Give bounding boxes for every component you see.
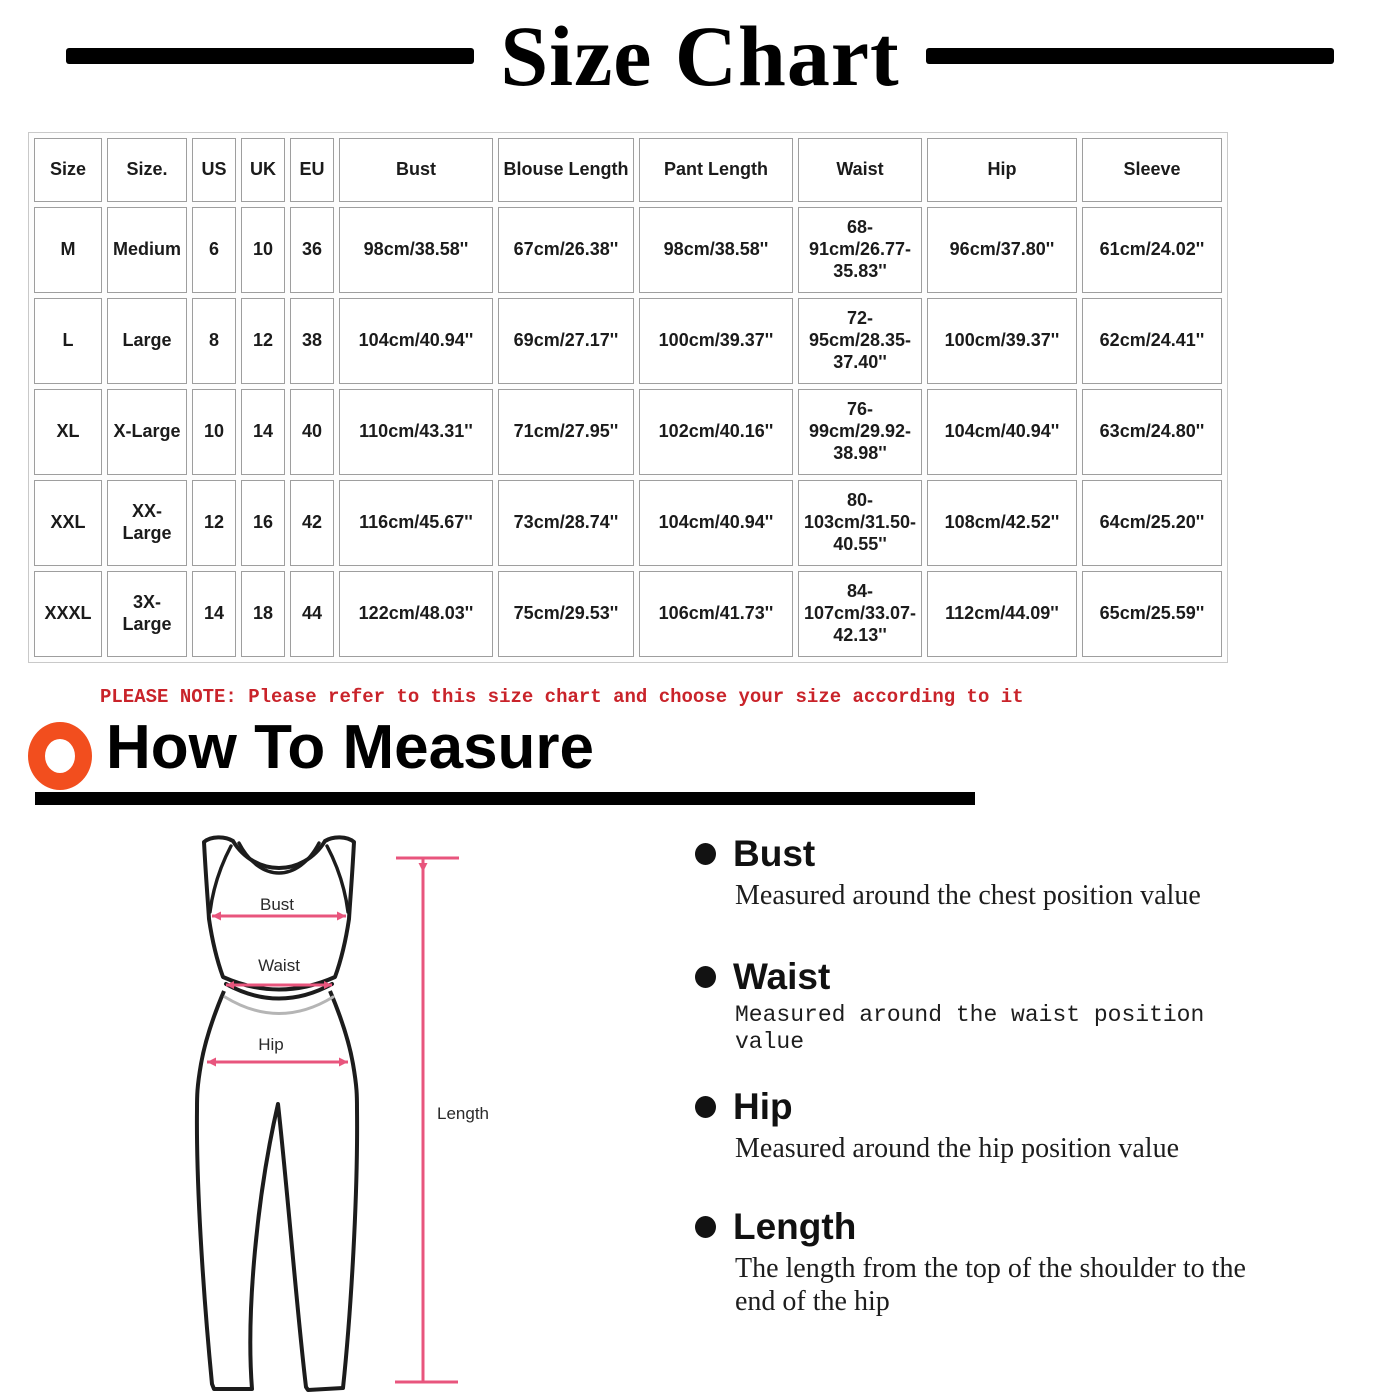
size-table-cell: XL <box>34 389 102 475</box>
size-table-cell: 76-99cm/29.92-38.98'' <box>798 389 922 475</box>
size-note <box>100 686 1024 708</box>
size-table-cell: 10 <box>192 389 236 475</box>
size-table-cell: 64cm/25.20'' <box>1082 480 1222 566</box>
measure-item-description: Measured around the waist position value <box>735 1001 1205 1056</box>
bullet-icon <box>695 1096 716 1118</box>
length-label: Length <box>437 1104 489 1123</box>
bullet-icon <box>695 966 716 988</box>
size-table-cell: 110cm/43.31'' <box>339 389 493 475</box>
size-table-row <box>34 480 1222 566</box>
size-table-header-cell: UK <box>241 138 285 202</box>
size-table-cell: 36 <box>290 207 334 293</box>
size-table-cell: 73cm/28.74'' <box>498 480 634 566</box>
size-table-cell: Large <box>107 298 187 384</box>
size-table-cell: 14 <box>192 571 236 657</box>
size-table-header-cell: EU <box>290 138 334 202</box>
size-table-cell: 12 <box>192 480 236 566</box>
size-table-header-cell: Hip <box>927 138 1077 202</box>
size-table-cell: M <box>34 207 102 293</box>
title-row <box>0 0 1400 112</box>
size-table-cell: 71cm/27.95'' <box>498 389 634 475</box>
size-table-cell: 40 <box>290 389 334 475</box>
size-table-cell: X-Large <box>107 389 187 475</box>
size-table-cell: 104cm/40.94'' <box>339 298 493 384</box>
size-table-cell: 67cm/26.38'' <box>498 207 634 293</box>
measure-item-description: The length from the top of the shoulder to the end of the hip <box>735 1252 1246 1318</box>
size-table-cell: 96cm/37.80'' <box>927 207 1077 293</box>
size-table-cell: 68-91cm/26.77-35.83'' <box>798 207 922 293</box>
size-table-cell: 102cm/40.16'' <box>639 389 793 475</box>
size-table-cell: XX-Large <box>107 480 187 566</box>
measure-item-waist <box>695 958 1280 1057</box>
size-table-cell: 6 <box>192 207 236 293</box>
measure-item-name: Waist <box>733 956 831 997</box>
size-table-cell: 75cm/29.53'' <box>498 571 634 657</box>
size-table-header-row <box>34 138 1222 202</box>
size-table-cell: 8 <box>192 298 236 384</box>
size-note-text: Please refer to this size chart and choose your size according to it <box>236 686 1024 708</box>
size-table-cell: 61cm/24.02'' <box>1082 207 1222 293</box>
size-table-cell: 104cm/40.94'' <box>927 389 1077 475</box>
size-table-row <box>34 298 1222 384</box>
size-table-cell: 42 <box>290 480 334 566</box>
size-table-cell: 98cm/38.58'' <box>339 207 493 293</box>
measure-item-description: Measured around the hip position value <box>735 1132 1180 1164</box>
size-table-row <box>34 207 1222 293</box>
measure-item-description: Measured around the chest position value <box>735 879 1201 911</box>
size-table-cell: 18 <box>241 571 285 657</box>
size-table-row <box>34 571 1222 657</box>
size-table-cell: 14 <box>241 389 285 475</box>
size-table-cell: 104cm/40.94'' <box>639 480 793 566</box>
size-table-cell: 62cm/24.41'' <box>1082 298 1222 384</box>
size-table-cell: 100cm/39.37'' <box>927 298 1077 384</box>
size-table-header-cell: Sleeve <box>1082 138 1222 202</box>
title-divider-left <box>66 48 474 64</box>
size-table-header-cell: Pant Length <box>639 138 793 202</box>
measurement-diagram <box>130 825 690 1400</box>
size-table-cell: 80-103cm/31.50-40.55'' <box>798 480 922 566</box>
measure-item-name: Hip <box>733 1086 793 1127</box>
length-arrow-down <box>419 863 428 872</box>
size-table-cell: 65cm/25.59'' <box>1082 571 1222 657</box>
measure-item-hip <box>695 1088 1280 1165</box>
size-table-cell: Medium <box>107 207 187 293</box>
size-table-cell: 100cm/39.37'' <box>639 298 793 384</box>
page-title: Size Chart <box>500 8 900 104</box>
size-table-header-cell: Waist <box>798 138 922 202</box>
how-to-measure-heading: How To Measure <box>106 713 595 782</box>
size-table-header-cell: Blouse Length <box>498 138 634 202</box>
size-table-header-cell: US <box>192 138 236 202</box>
measure-item-name: Bust <box>733 833 816 874</box>
size-table-cell: 3X-Large <box>107 571 187 657</box>
size-table-cell: 122cm/48.03'' <box>339 571 493 657</box>
size-table-header-cell: Size <box>34 138 102 202</box>
size-table-cell: XXL <box>34 480 102 566</box>
size-table-cell: 108cm/42.52'' <box>927 480 1077 566</box>
size-table-header-cell: Bust <box>339 138 493 202</box>
measure-item-name: Length <box>733 1206 857 1247</box>
size-note-label: PLEASE NOTE: <box>100 686 237 708</box>
size-table-cell: 72-95cm/28.35-37.40'' <box>798 298 922 384</box>
size-table-cell: 112cm/44.09'' <box>927 571 1077 657</box>
bullet-icon <box>695 1216 716 1238</box>
bullet-icon <box>695 843 716 865</box>
measure-item-bust <box>695 835 1280 912</box>
size-table-cell: L <box>34 298 102 384</box>
size-table-cell: 84-107cm/33.07-42.13'' <box>798 571 922 657</box>
size-table-cell: XXXL <box>34 571 102 657</box>
size-table-header-cell: Size. <box>107 138 187 202</box>
hip-label: Hip <box>258 1035 284 1054</box>
size-table-cell: 38 <box>290 298 334 384</box>
size-table-cell: 10 <box>241 207 285 293</box>
size-table-row <box>34 389 1222 475</box>
size-table-cell: 106cm/41.73'' <box>639 571 793 657</box>
heading-underline-bar <box>35 792 975 805</box>
size-table-cell: 63cm/24.80'' <box>1082 389 1222 475</box>
size-table-cell: 69cm/27.17'' <box>498 298 634 384</box>
size-table-cell: 44 <box>290 571 334 657</box>
size-table-cell: 12 <box>241 298 285 384</box>
waist-label: Waist <box>258 956 300 975</box>
size-table-cell: 16 <box>241 480 285 566</box>
ring-icon <box>28 722 92 790</box>
size-table-cell: 116cm/45.67'' <box>339 480 493 566</box>
title-divider-right <box>926 48 1334 64</box>
measure-item-length <box>695 1208 1280 1319</box>
size-table <box>28 132 1228 663</box>
size-table-cell: 98cm/38.58'' <box>639 207 793 293</box>
bust-label: Bust <box>259 895 295 914</box>
